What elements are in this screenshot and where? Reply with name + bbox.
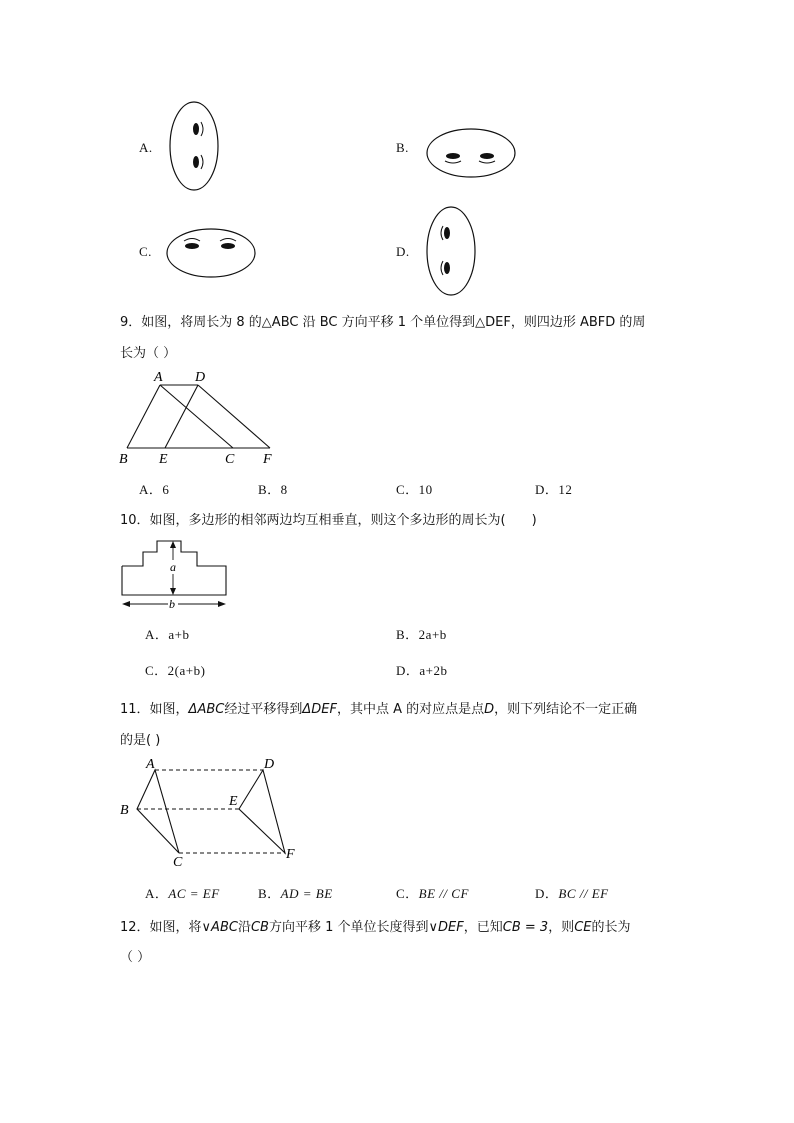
q11-stem-text-3: ，其中点 A 的对应点是点	[336, 702, 485, 717]
q12-stem-text-5: ，则	[548, 920, 575, 935]
q11-figure	[115, 753, 310, 869]
q11-label-c: C	[173, 855, 183, 869]
q8-option-b-label: B.	[396, 140, 409, 155]
q12-stem-text-1: 12．如图，将	[120, 920, 202, 935]
q8-option-b-figure	[425, 124, 519, 184]
q12-stem-line2: （ ）	[120, 950, 151, 965]
q9-option-b: B．8	[258, 482, 288, 497]
q10-option-c: C．2(a+b)	[145, 663, 206, 678]
q9-stem-line1: 9．如图，将周长为 8 的△ABC 沿 BC 方向平移 1 个单位得到△DEF，则四边形 ABFD 的周	[120, 315, 646, 330]
q11-option-b-prefix: B．	[258, 886, 281, 901]
q9-option-a: A．6	[139, 482, 170, 497]
q9-option-c: C．10	[396, 482, 433, 497]
q11-option-a-prefix: A．	[145, 886, 169, 901]
q10-option-d: D．a+2b	[396, 663, 448, 678]
q12-stem-text-4: ，已知	[463, 920, 503, 935]
q12-stem-text-2: 沿	[237, 920, 251, 935]
q8-option-a-label: A.	[139, 140, 153, 155]
q11-math-def: ΔDEF	[302, 702, 337, 717]
q11-label-d: D	[264, 757, 275, 772]
q9-label-d: D	[195, 370, 206, 385]
q11-label-b: B	[120, 803, 129, 818]
q11-option-d-expr: BC // EF	[558, 886, 609, 901]
q10-option-b: B．2a+b	[396, 627, 447, 642]
q11-option-b	[258, 883, 333, 902]
q9-label-a: A	[154, 370, 163, 385]
q11-label-a: A	[146, 757, 155, 772]
q11-stem-line2: 的是( )	[120, 733, 161, 748]
q8-option-d-figure	[424, 205, 480, 299]
q11-math-abc: ΔABC	[188, 702, 225, 717]
q11-stem-text-2: 经过平移得到	[224, 702, 303, 717]
q11-math-d: D	[484, 702, 495, 717]
q9-figure	[115, 366, 285, 468]
q11-option-c-expr: BE // CF	[418, 886, 469, 901]
q11-option-a-expr: AC = EF	[168, 886, 220, 901]
q9-label-f: F	[263, 452, 272, 467]
q8-option-c-figure	[165, 226, 259, 282]
q9-label-c: C	[225, 452, 235, 467]
q10-figure	[115, 534, 235, 612]
q12-math-cb-eq: CB = 3	[502, 920, 549, 935]
q12-stem-text-6: 的长为	[591, 920, 631, 935]
q11-option-d-prefix: D．	[535, 886, 559, 901]
q12-math-abc: ∨ABC	[201, 920, 238, 935]
q11-label-f: F	[286, 847, 295, 862]
q11-option-a	[145, 883, 220, 902]
q11-stem-text-4: ，则下列结论不一定正确	[494, 702, 638, 717]
q11-option-c-prefix: C．	[396, 886, 419, 901]
q10-stem-line1: 10．如图，多边形的相邻两边均互相垂直，则这个多边形的周长为( )	[120, 513, 537, 528]
q12-stem-line1	[120, 916, 631, 935]
q10-option-a: A．a+b	[145, 627, 190, 642]
q8-option-a-figure	[166, 100, 226, 194]
q12-stem-text-3: 方向平移 1 个单位长度得到	[268, 920, 429, 935]
q10-label-b: b	[169, 597, 175, 611]
q8-option-c-label: C.	[139, 244, 152, 259]
q12-math-cb: CB	[250, 920, 269, 935]
q11-label-e: E	[229, 794, 238, 809]
q9-option-d: D．12	[535, 482, 573, 497]
q11-option-c	[396, 883, 469, 902]
q12-math-def: ∨DEF	[428, 920, 464, 935]
q9-stem-line2: 长为（ ）	[120, 346, 177, 361]
q11-stem-line1	[120, 698, 637, 717]
q11-stem-text-1: 11．如图，	[120, 702, 189, 717]
q11-option-b-expr: AD = BE	[280, 886, 333, 901]
q9-label-b: B	[119, 452, 128, 467]
q9-label-e: E	[159, 452, 168, 467]
q11-option-d	[535, 883, 609, 902]
q12-math-ce: CE	[574, 920, 592, 935]
q10-label-a: a	[170, 560, 176, 574]
q8-option-d-label: D.	[396, 244, 410, 259]
